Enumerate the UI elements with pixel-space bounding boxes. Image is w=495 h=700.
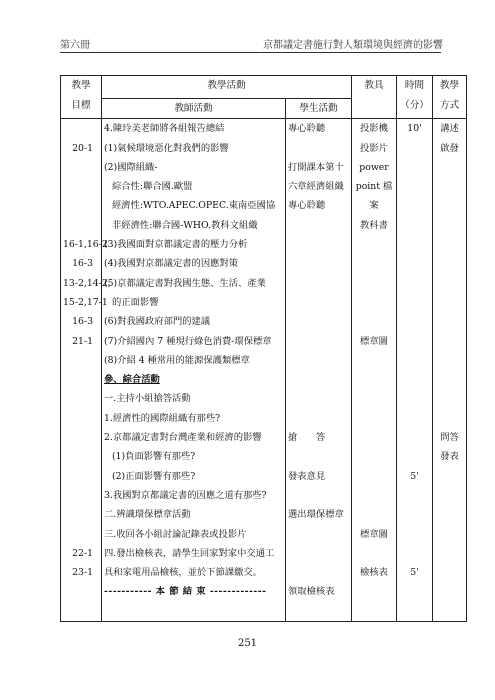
student-line bbox=[288, 370, 349, 389]
time-line: 5' bbox=[410, 567, 419, 579]
time-line bbox=[399, 409, 430, 428]
method-line bbox=[435, 409, 464, 428]
goal-line bbox=[63, 447, 99, 466]
resource-line bbox=[354, 293, 394, 312]
student-line bbox=[288, 447, 349, 466]
student-line bbox=[288, 235, 349, 254]
student-line bbox=[288, 216, 349, 235]
time-line bbox=[399, 235, 430, 254]
resource-line bbox=[354, 486, 394, 505]
student-line bbox=[288, 351, 349, 370]
student-line bbox=[288, 293, 349, 312]
resource-line bbox=[354, 389, 394, 408]
time-column bbox=[397, 119, 433, 622]
teacher-line: 經濟性:WTO.APEC.OPEC.東南亞國協 bbox=[112, 200, 276, 212]
resource-line: 投影機 bbox=[360, 123, 388, 135]
header-book-volume: 第六冊 bbox=[60, 40, 90, 51]
time-line bbox=[399, 293, 430, 312]
goal-line bbox=[63, 505, 99, 524]
method-line bbox=[435, 254, 464, 273]
time-line bbox=[399, 216, 430, 235]
teacher-line: 4.陳玲美老師將各組報告總結 bbox=[104, 123, 225, 135]
method-line bbox=[435, 602, 464, 621]
student-line: 專心聆聽 bbox=[288, 200, 326, 212]
teacher-line: 3.我國對京都議定書的因應之道有那些? bbox=[104, 489, 267, 501]
time-line bbox=[399, 196, 430, 215]
time-line bbox=[399, 486, 430, 505]
method-line: 啟發 bbox=[440, 142, 459, 154]
goal-line bbox=[63, 389, 99, 408]
goal-line bbox=[63, 409, 99, 428]
student-activity-column bbox=[286, 119, 352, 622]
resource-line bbox=[354, 235, 394, 254]
goal-column bbox=[61, 119, 111, 622]
method-line bbox=[435, 467, 464, 486]
resource-line bbox=[354, 582, 394, 601]
method-line bbox=[435, 505, 464, 524]
teacher-line: 非經濟性:聯合國-WHO.教科文組織 bbox=[112, 219, 258, 231]
teacher-line: (6)對我國政府部門的建議 bbox=[104, 316, 211, 328]
time-line bbox=[399, 447, 430, 466]
goal-line bbox=[63, 467, 99, 486]
student-line: 打開課本第十 bbox=[288, 161, 344, 173]
student-line bbox=[288, 139, 349, 158]
method-line bbox=[435, 486, 464, 505]
teacher-line: (1)氣候環境惡化對我們的影響 bbox=[104, 142, 229, 154]
student-line bbox=[288, 525, 349, 544]
student-line bbox=[288, 602, 349, 621]
teacher-line: 四.發出檢核表，請學生回家對家中交通工 bbox=[104, 547, 275, 559]
teacher-line: (4)我國對京都議定書的因應對策 bbox=[104, 258, 239, 270]
time-line bbox=[399, 177, 430, 196]
method-line bbox=[435, 525, 464, 544]
header-rule bbox=[60, 52, 441, 53]
teacher-line: 一.主持小組搶答活動 bbox=[104, 393, 191, 405]
method-line: 講述 bbox=[440, 123, 459, 135]
method-line bbox=[435, 158, 464, 177]
resource-line bbox=[354, 447, 394, 466]
goal-line bbox=[63, 602, 99, 621]
teacher-activity-column bbox=[102, 119, 286, 622]
resource-line bbox=[354, 254, 394, 273]
resource-line: 教科書 bbox=[360, 219, 388, 231]
teacher-line: 1.經濟性的國際組織有那些? bbox=[104, 412, 221, 424]
time-line bbox=[399, 428, 430, 447]
col-header-resource: 教具 bbox=[352, 76, 397, 119]
goal-line bbox=[63, 525, 99, 544]
teacher-line: 具和家電用品檢核，並於下節課繳交。 bbox=[104, 567, 263, 579]
teacher-line: 三.收回各小組討論記錄表或投影片 bbox=[104, 528, 247, 540]
goal-line: 16-3 bbox=[72, 316, 93, 328]
col-header-activity: 教學活動 bbox=[102, 76, 352, 99]
section-title: 參、綜合活動 bbox=[104, 374, 160, 386]
col-header-teacher: 教師活動 bbox=[102, 99, 286, 119]
method-line bbox=[435, 544, 464, 563]
method-line bbox=[435, 216, 464, 235]
method-column bbox=[433, 119, 467, 622]
time-line: 5' bbox=[410, 470, 419, 482]
goal-line bbox=[63, 119, 99, 138]
time-line bbox=[399, 505, 430, 524]
resource-line bbox=[354, 467, 394, 486]
resource-line: point 檔 bbox=[355, 181, 393, 193]
end-of-section-line: ----------- 本 節 結 束 ------------- bbox=[104, 586, 267, 598]
goal-line bbox=[63, 486, 99, 505]
student-line: 搶 答 bbox=[288, 432, 326, 444]
goal-line: 16-3 bbox=[72, 258, 93, 270]
goal-line bbox=[63, 196, 99, 215]
resource-line bbox=[354, 428, 394, 447]
method-line bbox=[435, 351, 464, 370]
goal-line: 13-2,14-2, bbox=[63, 277, 111, 289]
method-line bbox=[435, 370, 464, 389]
teacher-line: (7)介紹國內 7 種現行綠色消費-環保標章 bbox=[104, 335, 272, 347]
student-line: 專心聆聽 bbox=[288, 123, 326, 135]
student-line bbox=[288, 389, 349, 408]
time-line bbox=[399, 525, 430, 544]
goal-line: 20-1 bbox=[72, 142, 93, 154]
goal-line bbox=[63, 582, 99, 601]
student-line: 六章經濟組織 bbox=[288, 181, 344, 193]
method-line bbox=[435, 563, 464, 582]
teacher-line: 的正面影響 bbox=[112, 296, 159, 308]
resource-line bbox=[354, 505, 394, 524]
resource-line: power bbox=[359, 161, 389, 173]
method-line bbox=[435, 177, 464, 196]
teacher-line: (2)正面影響有那些? bbox=[112, 470, 196, 482]
method-line bbox=[435, 332, 464, 351]
teacher-line: 綜合性:聯合國.歐盟 bbox=[112, 181, 193, 193]
method-line bbox=[435, 235, 464, 254]
goal-line: 23-1 bbox=[72, 567, 93, 579]
resource-line bbox=[354, 602, 394, 621]
goal-line bbox=[63, 428, 99, 447]
teacher-line: (1)負面影響有那些? bbox=[112, 451, 196, 463]
method-line bbox=[435, 582, 464, 601]
time-line: 10' bbox=[407, 123, 422, 135]
page-number: 251 bbox=[237, 638, 258, 649]
time-line bbox=[399, 254, 430, 273]
teacher-line: (3)我國面對京都議定書的壓力分析 bbox=[104, 239, 248, 251]
resource-line: 案 bbox=[369, 200, 379, 212]
col-header-method: 教學 方式 bbox=[433, 76, 467, 119]
resource-line: 標章圖 bbox=[360, 335, 388, 347]
student-line bbox=[288, 254, 349, 273]
resource-line: 標章圖 bbox=[360, 528, 388, 540]
goal-line: 21-1 bbox=[72, 335, 93, 347]
goal-line bbox=[63, 177, 99, 196]
time-line bbox=[399, 158, 430, 177]
method-line bbox=[435, 274, 464, 293]
student-line bbox=[288, 486, 349, 505]
time-line bbox=[399, 389, 430, 408]
time-line bbox=[399, 370, 430, 389]
method-line bbox=[435, 312, 464, 331]
student-line: 領取檢核表 bbox=[288, 586, 335, 598]
resource-line: 投影片 bbox=[360, 142, 388, 154]
student-line bbox=[288, 563, 349, 582]
time-line bbox=[399, 312, 430, 331]
teacher-line: 2.京都議定書對台灣產業和經濟的影響 bbox=[104, 432, 262, 444]
resource-column bbox=[352, 119, 397, 622]
student-line bbox=[288, 409, 349, 428]
teacher-line bbox=[104, 602, 283, 621]
teacher-line: 二.辨識環保標章活動 bbox=[104, 509, 191, 521]
resource-line bbox=[354, 351, 394, 370]
teacher-line: (2)國際組織- bbox=[104, 161, 158, 173]
student-line bbox=[288, 312, 349, 331]
col-header-student: 學生活動 bbox=[286, 99, 352, 119]
teacher-line: (5)京都議定書對我國生態、生活、產業 bbox=[104, 277, 266, 289]
student-line: 選出環保標章 bbox=[288, 509, 344, 521]
goal-line bbox=[63, 370, 99, 389]
time-line bbox=[399, 332, 430, 351]
resource-line bbox=[354, 370, 394, 389]
time-line bbox=[399, 582, 430, 601]
resource-line: 檢核表 bbox=[360, 567, 388, 579]
lesson-plan-table bbox=[60, 75, 467, 622]
student-line bbox=[288, 544, 349, 563]
student-line bbox=[288, 332, 349, 351]
header-chapter-title: 京都議定書施行對人類環境與經濟的影響 bbox=[263, 40, 443, 51]
method-line bbox=[435, 196, 464, 215]
time-line bbox=[399, 544, 430, 563]
time-line bbox=[399, 351, 430, 370]
method-line bbox=[435, 389, 464, 408]
student-line: 發表意見 bbox=[288, 470, 326, 482]
goal-line: 22-1 bbox=[72, 547, 93, 559]
time-line bbox=[399, 602, 430, 621]
goal-line bbox=[63, 216, 99, 235]
col-header-time: 時間 （分） bbox=[397, 76, 433, 119]
teacher-line: (8)介紹 4 種常用的能源保護類標章 bbox=[104, 354, 250, 366]
student-line bbox=[288, 274, 349, 293]
resource-line bbox=[354, 312, 394, 331]
goal-line bbox=[63, 351, 99, 370]
resource-line bbox=[354, 274, 394, 293]
time-line bbox=[399, 139, 430, 158]
method-line: 問答 bbox=[440, 432, 459, 444]
goal-line: 15-2,17-1 bbox=[63, 296, 108, 308]
resource-line bbox=[354, 409, 394, 428]
method-line bbox=[435, 293, 464, 312]
goal-line: 16-1,16-2 bbox=[63, 239, 108, 251]
resource-line bbox=[354, 544, 394, 563]
goal-line bbox=[63, 158, 99, 177]
col-header-goal: 教學 目標 bbox=[61, 76, 102, 119]
method-line: 發表 bbox=[440, 451, 459, 463]
time-line bbox=[399, 274, 430, 293]
